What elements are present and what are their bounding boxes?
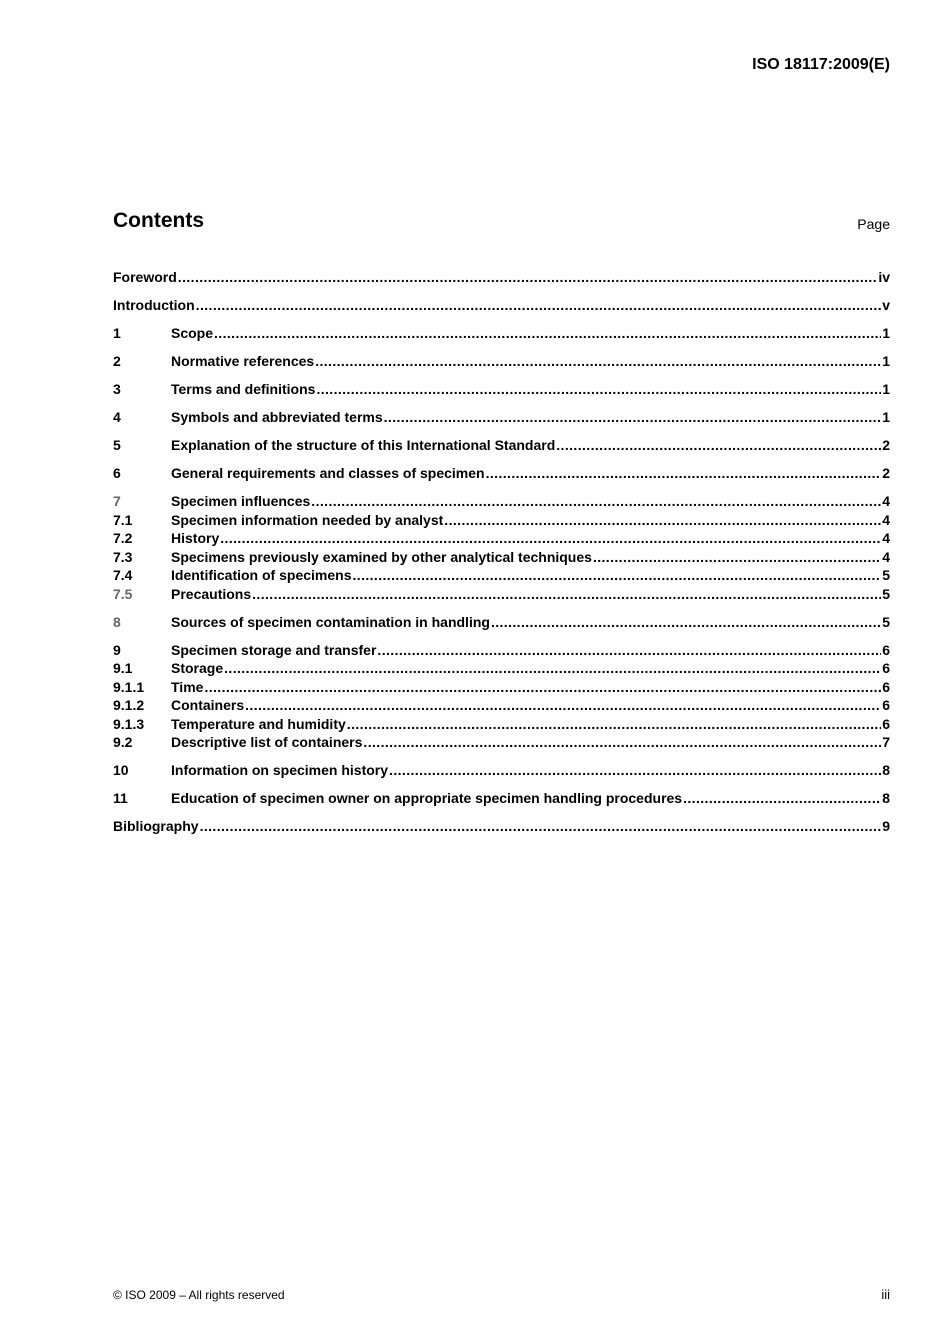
toc-entry-number: 9 (113, 641, 121, 658)
toc-dot-leader (311, 492, 881, 511)
toc-entry-page: 1 (882, 381, 890, 397)
toc-entry-page: v (882, 297, 890, 313)
toc-entry[interactable] (113, 733, 890, 752)
toc-entry-page: 6 (882, 641, 890, 658)
toc-dot-leader (224, 659, 881, 678)
toc-entry-title: Sources of specimen contamination in handling (171, 613, 490, 630)
toc-entry[interactable] (113, 548, 890, 567)
toc-entry-number: 9.1 (113, 660, 133, 676)
toc-entry-title: Precautions (171, 585, 252, 602)
toc-dot-leader (200, 817, 882, 836)
toc-entry[interactable] (113, 511, 890, 530)
toc-entry-title: Explanation of the structure of this International Standard (171, 437, 556, 453)
toc-entry[interactable] (113, 408, 890, 427)
toc-entry-number: 9.1.2 (113, 697, 145, 713)
toc-entry[interactable] (113, 696, 890, 715)
toc-entry-title: Specimen storage and transfer (171, 641, 377, 658)
page-number: iii (881, 1287, 890, 1302)
toc-entry[interactable] (113, 380, 890, 399)
toc-entry-page: 7 (882, 734, 890, 750)
toc-entry-title: General requirements and classes of specimen (171, 465, 485, 481)
toc-entry[interactable] (113, 613, 890, 632)
toc-entry-number: 9.1.3 (113, 715, 145, 732)
toc-entry-title: Specimen information needed by analyst (171, 511, 444, 528)
toc-dot-leader (214, 324, 881, 343)
toc-dot-leader (683, 789, 881, 808)
toc-dot-leader (486, 464, 882, 483)
toc-entry-page: 8 (882, 762, 890, 778)
toc-entry-title: Education of specimen owner on appropriate specimen handling procedures (171, 790, 683, 806)
toc-entry-number: 7.2 (113, 530, 133, 546)
toc-entry-title: Storage (171, 660, 224, 676)
toc-entry[interactable] (113, 268, 890, 287)
toc-entry-title: Specimens previously examined by other analytical techniques (171, 548, 592, 565)
toc-entry[interactable] (113, 529, 890, 548)
toc-dot-leader (363, 733, 881, 752)
toc-entry-number: 1 (113, 325, 121, 341)
toc-entry-page: 6 (882, 678, 890, 695)
toc-entry[interactable] (113, 761, 890, 780)
toc-dot-leader (384, 408, 882, 427)
toc-dot-leader (316, 380, 881, 399)
toc-dot-leader (389, 761, 881, 780)
toc-entry-number: 8 (113, 613, 121, 630)
toc-entry-number: 5 (113, 437, 121, 453)
toc-entry-page: 5 (882, 585, 890, 602)
page-column-label: Page (857, 216, 890, 232)
toc-entry[interactable] (113, 817, 890, 836)
toc-entry[interactable] (113, 715, 890, 734)
toc-entry[interactable] (113, 789, 890, 808)
toc-entry[interactable] (113, 585, 890, 604)
toc-entry[interactable] (113, 296, 890, 315)
toc-entry-title: Scope (171, 325, 214, 341)
toc-entry-page: 6 (882, 660, 890, 676)
toc-entry-title: Bibliography (113, 818, 199, 834)
toc-entry-page: 1 (882, 325, 890, 341)
toc-entry-page: 6 (882, 715, 890, 732)
toc-dot-leader (220, 529, 881, 548)
toc-entry[interactable] (113, 324, 890, 343)
toc-entry-page: 2 (882, 465, 890, 481)
toc-dot-leader (347, 715, 881, 734)
toc-entry-title: History (171, 530, 220, 546)
toc-entry-number: 7.1 (113, 511, 133, 528)
toc-entry-page: 4 (882, 493, 890, 509)
toc-dot-leader (252, 585, 881, 604)
toc-entry-page: iv (878, 269, 890, 285)
toc-entry[interactable] (113, 678, 890, 697)
toc-entry-number: 3 (113, 381, 121, 397)
toc-entry-number: 7.5 (113, 585, 133, 602)
toc-entry[interactable] (113, 352, 890, 371)
toc-dot-leader (593, 548, 881, 567)
toc-entry-number: 7.3 (113, 548, 133, 565)
toc-entry-page: 8 (882, 790, 890, 806)
toc-entry-page: 1 (882, 409, 890, 425)
copyright-footer: © ISO 2009 – All rights reserved (113, 1288, 285, 1302)
toc-entry-title: Foreword (113, 269, 177, 285)
toc-entry-number: 9.1.1 (113, 678, 145, 695)
toc-entry-page: 9 (882, 818, 890, 834)
toc-entry-page: 1 (882, 353, 890, 369)
toc-entry-title: Time (171, 678, 204, 695)
document-id: ISO 18117:2009(E) (752, 56, 890, 73)
toc-entry-number: 4 (113, 409, 121, 425)
toc-entry-title: Specimen influences (171, 493, 311, 509)
toc-entry-title: Introduction (113, 297, 195, 313)
toc-entry[interactable] (113, 492, 890, 511)
toc-dot-leader (196, 296, 882, 315)
toc-entry-title: Containers (171, 697, 245, 713)
toc-entry-number: 7.4 (113, 567, 133, 583)
table-of-contents (113, 268, 890, 836)
toc-entry-title: Symbols and abbreviated terms (171, 409, 383, 425)
toc-dot-leader (204, 678, 881, 697)
toc-dot-leader (315, 352, 881, 371)
toc-dot-leader (245, 696, 881, 715)
toc-entry-number: 7 (113, 493, 121, 509)
toc-entry-number: 2 (113, 353, 121, 369)
toc-entry-title: Information on specimen history (171, 762, 389, 778)
toc-entry[interactable] (113, 659, 890, 678)
contents-heading: Contents (113, 209, 204, 232)
toc-entry-page: 2 (882, 437, 890, 453)
toc-entry-number: 11 (113, 790, 128, 806)
toc-entry-page: 5 (882, 613, 890, 630)
toc-entry-page: 6 (882, 697, 890, 713)
toc-entry-page: 5 (882, 567, 890, 583)
toc-dot-leader (178, 268, 878, 287)
toc-entry[interactable] (113, 464, 890, 483)
toc-entry-title: Temperature and humidity (171, 715, 346, 732)
toc-entry[interactable] (113, 566, 890, 585)
toc-entry[interactable] (113, 436, 890, 455)
toc-entry[interactable] (113, 641, 890, 660)
toc-entry-page: 4 (882, 511, 890, 528)
toc-entry-title: Descriptive list of containers (171, 734, 363, 750)
toc-entry-title: Terms and definitions (171, 381, 316, 397)
toc-entry-page: 4 (882, 530, 890, 546)
toc-dot-leader (352, 566, 881, 585)
toc-entry-number: 6 (113, 465, 121, 481)
toc-dot-leader (556, 436, 881, 455)
toc-entry-page: 4 (882, 548, 890, 565)
toc-entry-number: 10 (113, 762, 129, 778)
toc-entry-title: Identification of specimens (171, 567, 352, 583)
toc-entry-number: 9.2 (113, 734, 133, 750)
toc-dot-leader (491, 613, 881, 632)
toc-dot-leader (377, 641, 881, 660)
toc-dot-leader (444, 511, 881, 530)
toc-entry-title: Normative references (171, 353, 315, 369)
